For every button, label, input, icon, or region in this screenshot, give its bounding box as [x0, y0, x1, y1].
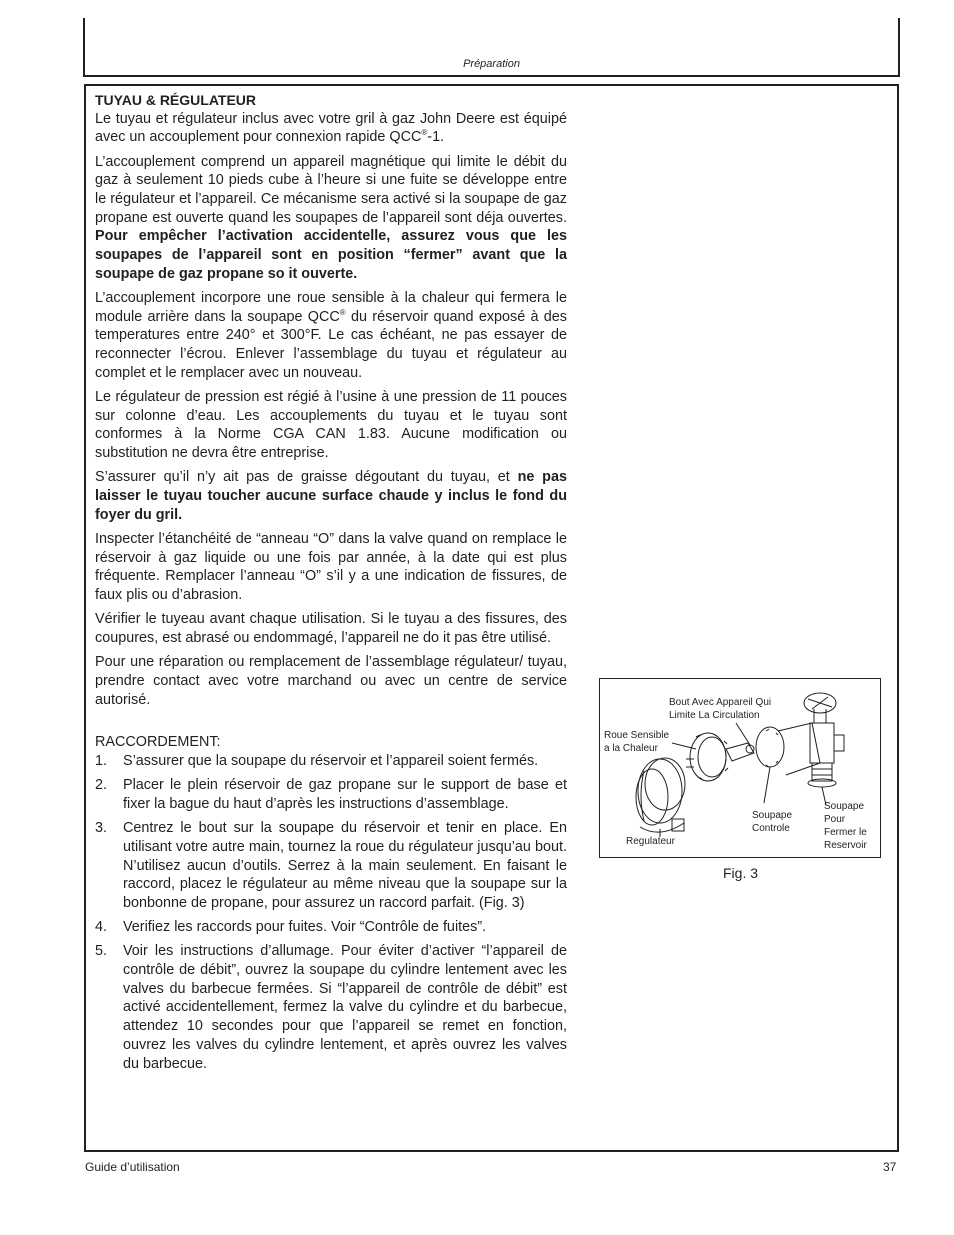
- label-roue-sensible: Roue Sensible a la Chaleur: [604, 730, 670, 754]
- paragraph-8: Pour une réparation ou remplacement de l’assemblage régulateur/ tuyau, prendre contact avec votre marchand ou avec un centre de service autorisé.: [95, 654, 567, 708]
- figure-3: [599, 678, 881, 858]
- list-item: 1. S’assurer que la soupape du réservoir et l’appareil soient fermés.: [95, 753, 539, 769]
- steps-list: [95, 752, 567, 1073]
- paragraph-3: L’accouplement incorpore une roue sensible à la chaleur qui fermera le module arrière dans la soupape QCC® du réservoir quand exposé à des temperatures entre 240° et 300°F. Le cas échéant, ne pas essayer de reconnecter l’écrou. Enlever l’assemblage du tuyau et régulateur au complet et le remplacer avec un nouveau.: [95, 290, 567, 381]
- paragraph-5: S’assurer qu’il n’y ait pas de graisse dégoutant du tuyau, et ne pas laisser le tuyau toucher aucune surface chaude y inclus le fond du foyer du gril.: [95, 469, 567, 523]
- label-bout: Bout Avec Appareil Qui Limite La Circulation: [669, 697, 772, 721]
- paragraph-7: Vérifier le tuyeau avant chaque utilisation. Si le tuyau a des fissures, des coupures, est abrasé ou endommagé, l’appareil ne do it pas être utilisé.: [95, 611, 567, 646]
- list-item: 3. Centrez le bout sur la soupape du réservoir et tenir en place. En utilisant votre autre main, tournez la roue du régulateur jusqu’au bout. N’utilisez aucun d’outils. Serrez à la main seulement. En faisant le raccord, placez le régulateur au même niveau que la soupape sur la bonbonne de propane, pour assurez un raccord parfait. (Fig. 3): [95, 820, 567, 911]
- figure-caption: Fig. 3: [723, 865, 759, 881]
- page-header: [83, 18, 900, 77]
- footer-guide: Guide d’utilisation: [85, 1160, 180, 1174]
- paragraph-2: L’accouplement comprend un appareil magnétique qui limite le débit du gaz à seulement 10 pieds cube à l’heure si une fuite se développe entre le régulateur et l’appareil. Ce mécanisme sera activé si la soupape de gaz propane est ouverte quand les soupapes de l’appareil sont déja ouvertes. Pour empêcher l’activation accidentelle, assurez vous que les soupapes de l’appareil sont en position “fermer” avant que la soupape de gaz propane so it ouverte.: [95, 153, 567, 282]
- section-header: Préparation: [463, 58, 520, 70]
- paragraph-4: Le régulateur de pression est régié à l’usine à une pression de 11 pouces sur colonne d’eau. Les accouplements du tuyau et le tuyau sont conformes à la Norme CGA CAN 1.83. Aucune modification ou substitution ne devra être entreprise.: [95, 389, 567, 462]
- label-regulateur: Regulateur: [626, 836, 675, 847]
- text-column: [95, 91, 567, 1079]
- label-soupape-controle: Soupape Controle: [752, 810, 793, 834]
- list-item: 4. Verifiez les raccords pour fuites. Voir “Contrôle de fuites”.: [95, 919, 487, 936]
- section-title: TUYAU & RÉGULATEUR: [95, 92, 257, 108]
- raccordement-title: RACCORDEMENT:: [95, 734, 221, 751]
- paragraph-1: Le tuyau et régulateur inclus avec votre gril à gaz John Deere est équipé avec un accouplement pour connexion rapide QCC®-1.: [95, 110, 567, 146]
- paragraph-6: Inspecter l’étanchéité de “anneau “O” dans la valve quand on remplace le réservoir à gaz liquide ou une fois par année, à la date qui est plus fréquente. Remplacer l’anneau “O” s’il y a une indication de fissures, de faux plis ou d’abrasion.: [95, 530, 567, 604]
- label-soupape-fermer: Soupape Pour Fermer le Reservoir: [824, 801, 867, 851]
- list-item: 2. Placer le plein réservoir de gaz propane sur le support de base et fixer la bague du haut d’après les instructions d’assemblage.: [95, 777, 567, 812]
- page-number: 37: [883, 1160, 897, 1174]
- list-item: 5. Voir les instructions d’allumage. Pour éviter d’activer “l’appareil de contrôle de débit”, ouvrez la soupape du cylindre lentement avec les valves du barbecue fermées. Si “l’appareil de contrôle de débit” est activé accidentellement, fermez la valve du cylindre et du barbecue, attendez 10 secondes pour que l’appareil se remet en fonction, ouvrez les valves du cylindre lentement, et après ouvrez les valves du barbecue.: [95, 943, 567, 1072]
- content-frame: [84, 84, 899, 1152]
